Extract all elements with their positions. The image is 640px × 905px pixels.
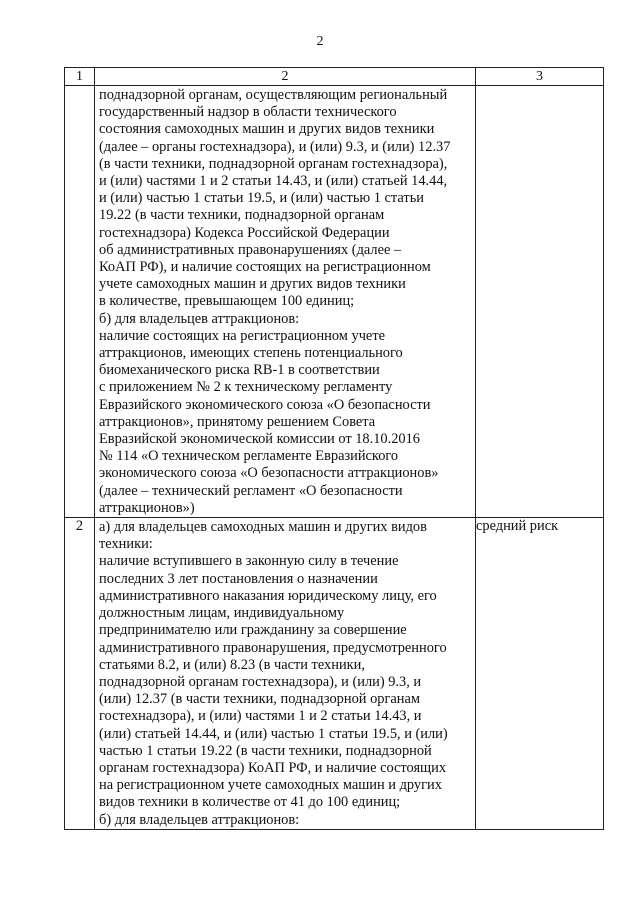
text-line: частью 1 статьи 19.22 (в части техники, поднадзорной [99, 742, 432, 759]
column-header-2: 2 [95, 68, 476, 86]
text-line: и (или) частями 1 и 2 статьи 14.43, и (или) статьей 14.44, [99, 173, 448, 190]
text-line: аттракционов», принятому решением Совета [99, 413, 376, 430]
text-line: в количестве, превышающем 100 единиц; [99, 293, 355, 310]
text-line: КоАП РФ), и наличие состоящих на регистрационном [99, 259, 431, 276]
text-line: техники: [99, 536, 153, 553]
text-line: предпринимателю или гражданину за совершение [99, 622, 407, 639]
text-line: (в части техники, поднадзорной органам гостехнадзора), [99, 155, 448, 172]
text-line: б) для владельцев аттракционов: [99, 310, 300, 327]
text-line: 19.22 (в части техники, поднадзорной органам [99, 207, 385, 224]
text-line: б) для владельцев аттракционов: [99, 811, 300, 828]
criteria-text [95, 518, 475, 829]
text-line: Евразийской экономической комиссии от 18.10.2016 [99, 431, 420, 448]
text-line: государственный надзор в области технического [99, 104, 397, 121]
criteria-cell [95, 86, 476, 518]
text-line: последних 3 лет постановления о назначении [99, 570, 378, 587]
text-line: № 114 «О техническом регламенте Евразийского [99, 448, 399, 465]
text-line: (далее – органы гостехнадзора), и (или) 9.3, и (или) 12.37 [99, 138, 451, 155]
risk-category-cell [476, 86, 604, 518]
text-line: должностным лицам, индивидуальному [99, 605, 345, 622]
text-line: видов техники в количестве от 41 до 100 единиц; [99, 794, 401, 811]
text-line: об административных правонарушениях (далее – [99, 241, 402, 258]
row-number [65, 86, 95, 518]
page-number: 2 [316, 34, 324, 49]
text-line: гостехнадзора), и (или) частями 1 и 2 статьи 14.43, и [99, 708, 422, 725]
text-line: с приложением № 2 к техническому регламенту [99, 379, 393, 396]
text-line: гостехнадзора) Кодекса Российской Федерации [99, 224, 390, 241]
text-line: аттракционов») [99, 499, 195, 516]
risk-category-cell: средний риск [476, 518, 604, 830]
text-line: административного наказания юридическому лицу, его [99, 587, 437, 604]
criteria-text [95, 86, 475, 517]
column-header-3: 3 [476, 68, 604, 86]
text-line: учете самоходных машин и других видов техники [99, 276, 406, 293]
text-line: административного правонарушения, предусмотренного [99, 639, 447, 656]
text-line: поднадзорной органам гостехнадзора), и (или) 9.3, и [99, 673, 422, 690]
text-line: наличие состоящих на регистрационном учете [99, 327, 385, 344]
text-line: поднадзорной органам, осуществляющим региональный [99, 87, 448, 103]
text-line: (или) статьей 14.44, и (или) частью 1 статьи 19.5, и (или) [99, 725, 448, 742]
text-line: наличие вступившего в законную силу в течение [99, 553, 399, 570]
text-line: а) для владельцев самоходных машин и других видов [99, 519, 427, 536]
text-line: экономического союза «О безопасности аттракционов» [99, 465, 439, 482]
criteria-cell [95, 518, 476, 830]
text-line: (или) 12.37 (в части техники, поднадзорной органам [99, 691, 420, 708]
text-line: (далее – технический регламент «О безопасности [99, 482, 403, 499]
risk-criteria-table [64, 67, 604, 830]
table-header-row [65, 68, 604, 86]
row-number: 2 [65, 518, 95, 830]
text-line: Евразийского экономического союза «О безопасности [99, 396, 431, 413]
text-line: аттракционов, имеющих степень потенциального [99, 345, 403, 362]
table-row [65, 518, 604, 830]
text-line: статьями 8.2, и (или) 8.23 (в части техники, [99, 656, 365, 673]
text-line: и (или) частью 1 статьи 19.5, и (или) частью 1 статьи [99, 190, 424, 207]
text-line: состояния самоходных машин и других видов техники [99, 121, 435, 138]
text-line: на регистрационном учете самоходных машин и других [99, 777, 442, 794]
text-line: биомеханического риска RB-1 в соответствии [99, 362, 380, 379]
table-row [65, 86, 604, 518]
column-header-1: 1 [65, 68, 95, 86]
text-line: органам гостехнадзора) КоАП РФ, и наличие состоящих [99, 759, 447, 776]
